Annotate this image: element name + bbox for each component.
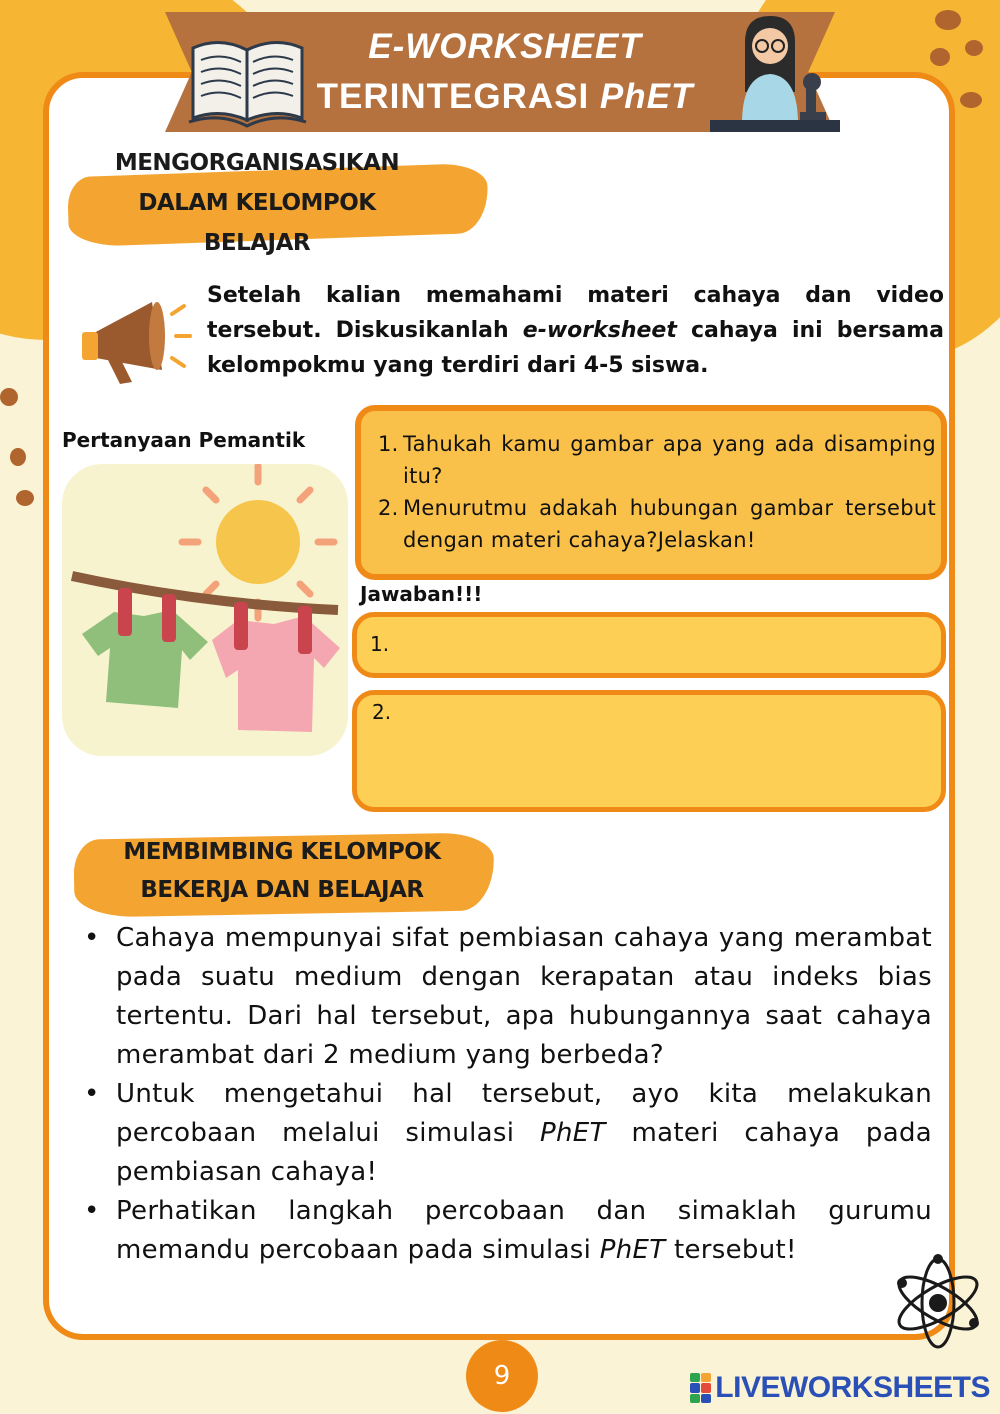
clothesline-icon: [62, 464, 348, 756]
page-title: [300, 22, 710, 122]
pemantik-label: Pertanyaan Pemantik: [62, 428, 306, 452]
question-item: 2. Menurutmu adakah hubungan gambar tersebut dengan materi cahaya?Jelaskan!: [378, 496, 936, 552]
decor-dot: [960, 92, 982, 108]
decor-dot: [0, 388, 18, 406]
atom-icon: [888, 1245, 988, 1355]
page-number: 9: [493, 1361, 511, 1391]
book-icon: [185, 28, 310, 128]
intro-paragraph: Setelah kalian memahami materi cahaya dan video tersebut. Diskusikanlah e-worksheet cahaya ini bersama kelompokmu yang terdiri dari 4-5 siswa.: [207, 283, 945, 378]
liveworksheets-logo-icon: [690, 1373, 711, 1403]
list-item: • Untuk mengetahui hal tersebut, ayo kita melakukan percobaan melalui simulasi PhET materi cahaya pada pembiasan cahaya!: [84, 1079, 932, 1187]
answer-number-1: 1.: [370, 632, 390, 656]
decor-dot: [10, 448, 26, 466]
megaphone-icon: [80, 292, 195, 392]
answer-input-2[interactable]: [352, 690, 946, 812]
liveworksheets-logo[interactable]: [690, 1370, 990, 1406]
answer-input-1[interactable]: [352, 612, 946, 678]
answer-number-2: 2.: [372, 700, 392, 724]
section-heading-guide: MEMBIMBING KELOMPOK BEKERJA DAN BELAJAR: [123, 839, 441, 903]
decor-dot: [935, 10, 961, 30]
question-list: [378, 428, 936, 556]
section-heading-organize: MENGORGANISASIKAN DALAM KELOMPOK BELAJAR: [114, 150, 400, 256]
liveworksheets-brand: LIVEWORKSHEETS: [715, 1371, 990, 1404]
jawaban-label: Jawaban!!!: [360, 582, 483, 606]
question-item: 1. Tahukah kamu gambar apa yang ada disamping itu?: [378, 432, 936, 488]
decor-dot: [965, 40, 983, 56]
list-item: • Cahaya mempunyai sifat pembiasan cahaya yang merambat pada suatu medium dengan kerapatan atau indeks bias tertentu. Dari hal tersebut, apa hubungannya saat cahaya merambat dari 2 medium yang berbeda?: [84, 923, 932, 1070]
title-line-2: TERINTEGRASI PhET: [316, 77, 694, 116]
title-line-1: E-WORKSHEET: [368, 27, 642, 66]
teacher-icon: [710, 12, 840, 132]
decor-dot: [16, 490, 34, 506]
instruction-list: [84, 919, 932, 1270]
list-item: • Perhatikan langkah percobaan dan simaklah gurumu memandu percobaan pada simulasi PhET tersebut!: [84, 1196, 932, 1265]
decor-dot: [930, 48, 950, 66]
